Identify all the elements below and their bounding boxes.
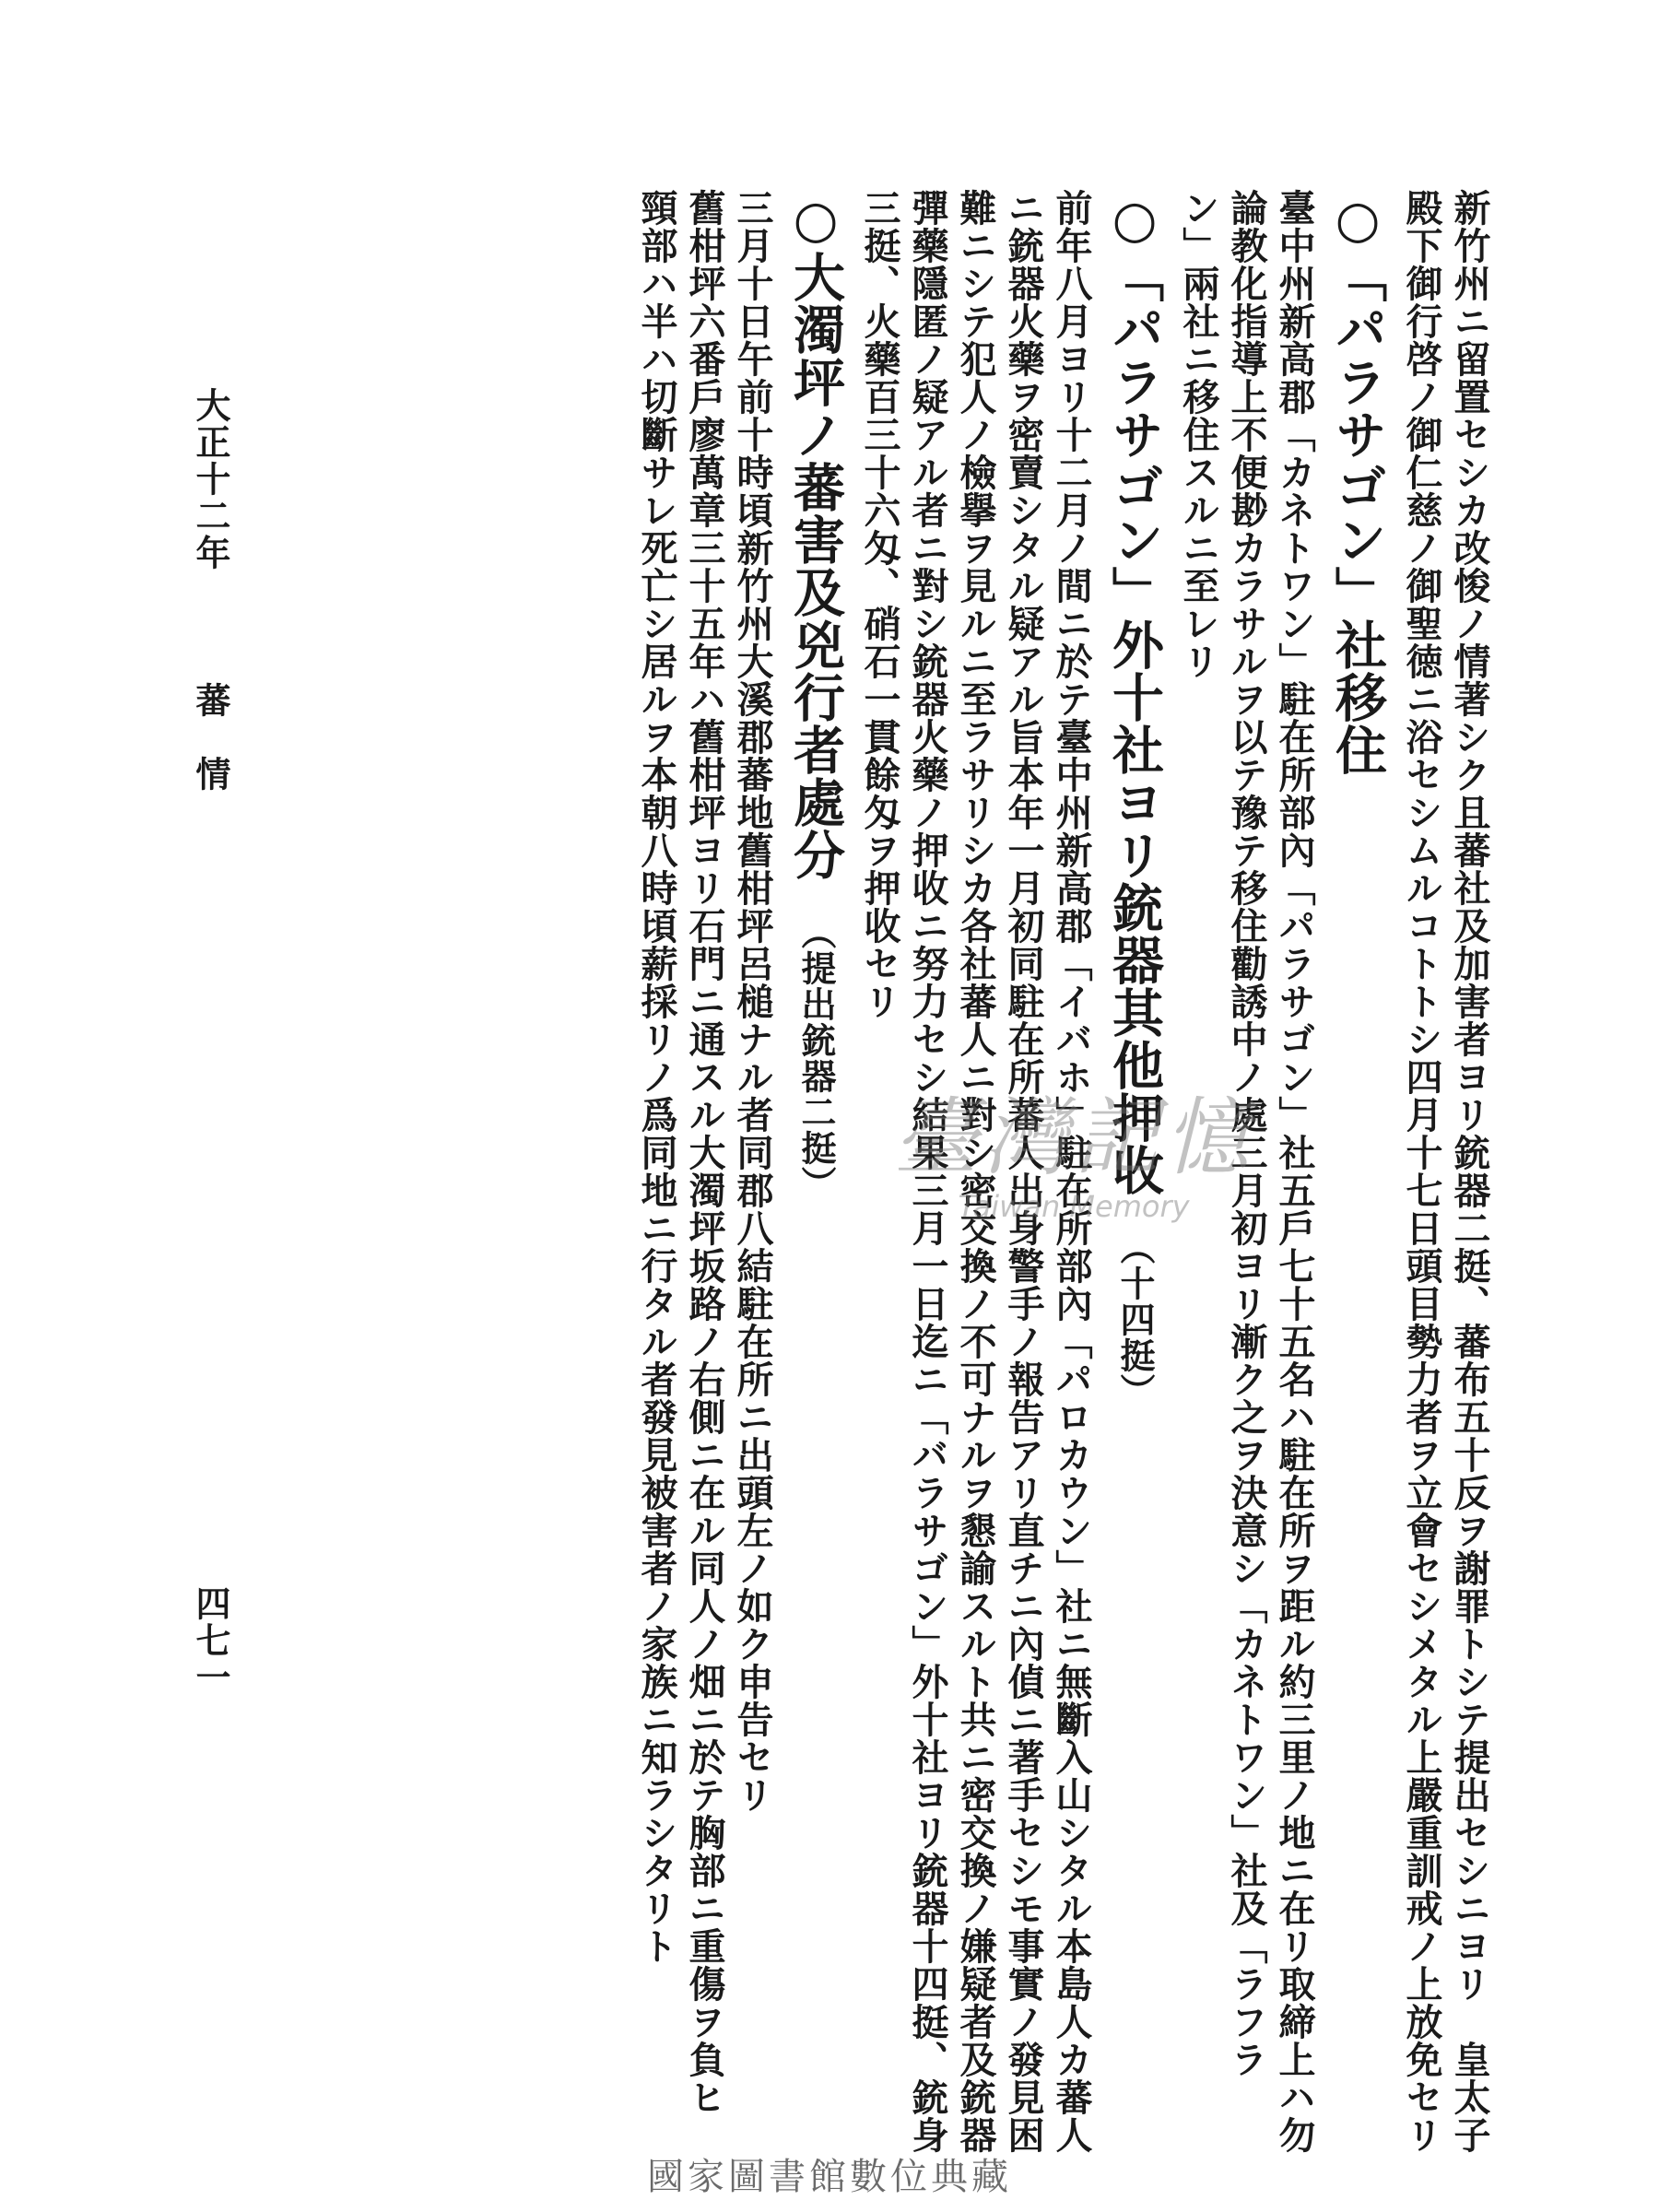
- text-line: 舊柑坪六番戶廖萬章三十五年ハ舊柑坪ヨリ石門ニ通スル大濁坪坂路ノ右側ニ在ル同人ノ畑ニ於テ胸部ニ重傷ヲ負ヒ: [683, 189, 726, 2116]
- text-line: 頸部ハ半ハ切斷サレ死亡シ居ルヲ本朝八時頃薪採リノ爲同地ニ行タル者發見被害者ノ家族ニ知ラシタリト: [635, 189, 678, 1965]
- heading-count: （提出銃器二挺）: [795, 914, 837, 1202]
- section-heading: [785, 189, 846, 1922]
- text-line: ン」兩社ニ移住スルニ至レリ: [1177, 189, 1220, 680]
- header-era: 大正十二年: [190, 387, 231, 571]
- watermark-text-cn: 臺灣記憶: [892, 1088, 1254, 1187]
- footer-credit: 國家圖書館數位典藏: [647, 2156, 1012, 2198]
- text-line: 三月十日午前十時頃新竹州大溪郡蕃地舊柑坪呂槌ナル者同郡八結駐在所ニ出頭左ノ如ク申告セリ: [731, 189, 774, 1814]
- text-line: 殿下御行啓ノ御仁慈ノ御聖徳ニ浴セシムルコトトシ四月十七日頭目勢力者ヲ立會セシメタル上嚴重訓戒ノ上放免セリ: [1400, 189, 1443, 2154]
- text-line: 臺中州新高郡「カネトワン」駐在所部內「パラサゴン」社五戶七十五名ハ駐在所ヲ距ル約三里ノ地ニ在リ取締上ハ勿: [1273, 189, 1316, 2154]
- text-line: 三挺、火藥百三十六匁、硝石一貫餘匁ヲ押收セリ: [858, 189, 901, 1020]
- text-line: 彈藥隱匿ノ疑アル者ニ對シ銃器火藥ノ押收ニ努力セシ結果三月一日迄ニ「バラサゴン」外十社ヨリ銃器十四挺、銃身: [906, 189, 949, 2154]
- heading-text: ○大濁坪ノ蕃害及兇行者處分: [785, 189, 846, 881]
- body-text: [221, 189, 1493, 2154]
- text-line: 論教化指導上不便尠カラサルヲ以テ豫テ移住勸誘中ノ處三月初ヨリ漸ク之ヲ決意シ「カネトワン」社及「ラフラ: [1225, 189, 1268, 2078]
- text-line: 新竹州ニ留置セシカ改悛ノ情著シク且蕃社及加害者ヨリ銃器二挺、蕃布五十反ヲ謝罪トシテ提出セシニヨリ 皇太子: [1448, 189, 1491, 2154]
- section-heading: [1327, 189, 1388, 1922]
- watermark-logo: [834, 1088, 1313, 1224]
- heading-count: （十四挺）: [1114, 1230, 1156, 1409]
- section-heading: [1104, 189, 1165, 1922]
- text-line: ニ銃器火藥ヲ密賣シタル疑アル旨本年一月初同駐在所蕃人出身警手ノ報告アリ直チニ內偵ニ著手セシモ事實ノ發見困: [1002, 189, 1045, 2154]
- watermark-text-en: Taiwan Memory: [958, 1189, 1190, 1224]
- page-number: 四七一: [190, 1585, 231, 1696]
- heading-text: ○「パラサゴン」社移住: [1327, 189, 1388, 776]
- header-section: 蕃 情: [190, 682, 231, 793]
- text-line: 難ニシテ犯人ノ檢擧ヲ見ルニ至ラサリシカ各社蕃人ニ對シ密交換ノ不可ナルヲ懇諭スルト共ニ密交換ノ嫌疑者及銃器: [954, 189, 997, 2154]
- heading-text: ○「パラサゴン」外十社ヨリ銃器其他押收: [1104, 189, 1165, 1196]
- text-line: 前年八月ヨリ十二月ノ間ニ於テ臺中州新高郡「イバホ」駐在所部內「パロカウン」社ニ無斷入山シタル本島人カ蕃人: [1050, 189, 1093, 2154]
